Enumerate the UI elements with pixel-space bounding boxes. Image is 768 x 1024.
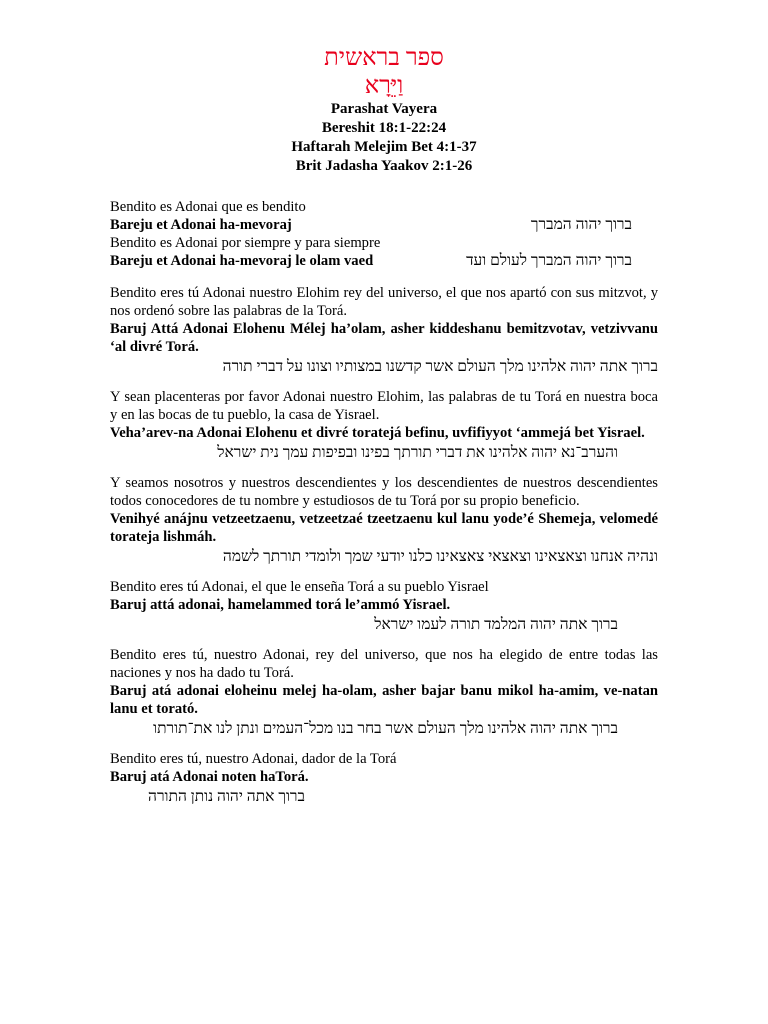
haftarah-reference: Haftarah Melejim Bet 4:1-37 <box>291 139 477 155</box>
blessing-8-transliteration: Baruj atá Adonai noten haTorá. <box>110 769 309 785</box>
blessing-8-spanish: Bendito eres tú, nuestro Adonai, dador de la Torá <box>110 751 397 767</box>
hebrew-book-title: ספר בראשית <box>324 45 444 71</box>
blessing-5-hebrew: ונהיה אנחנו וצאצאינו וצאצאי צאצאינו כלנו יודעי שמך ולומדי תורתך לשמה <box>222 548 658 565</box>
blessing-8-hebrew: ברוך אתה יהוה נותן התורה <box>148 788 305 805</box>
bereshit-reference: Bereshit 18:1-22:24 <box>321 120 447 136</box>
blessing-5-spanish: Y seamos nosotros y nuestros descendientes y los descendientes de nuestros descendientes todos conocedores de tu nombre y estudiosos de tu Torá por su propio beneficio. <box>110 475 658 509</box>
brit-jadasha-reference: Brit Jadasha Yaakov 2:1-26 <box>295 158 473 174</box>
blessing-1-row <box>110 216 658 234</box>
blessing-2-transliteration: Bareju et Adonai ha-mevoraj le olam vaed <box>110 253 374 269</box>
parashat-name: Parashat Vayera <box>330 101 438 117</box>
blessing-6-hebrew: ברוך אתה יהוה המלמד תורה לעמו ישראל <box>374 616 618 633</box>
blessing-6-transliteration: Baruj attá adonai, hamelammed torá le’ammó Yisrael. <box>110 597 451 613</box>
blessing-3-hebrew: ברוך אתה יהוה אלהינו מלך העולם אשר קדשנו במצותיו וצונו על דברי תורה <box>222 358 658 375</box>
blessing-5-transliteration: Venihyé anájnu vetzeetzaenu, vetzeetzaé tzeetzaenu kul lanu yode’é Shemeja, velomedé torateja lishmáh. <box>110 511 658 545</box>
blessing-7-spanish: Bendito eres tú, nuestro Adonai, rey del universo, que nos ha elegido de entre todas las naciones y nos ha dado tu Torá. <box>110 647 658 681</box>
hebrew-parasha-title: וַיֵּרָא <box>364 73 404 99</box>
blessing-3-spanish: Bendito eres tú Adonai nuestro Elohim rey del universo, el que nos apartó con sus mitzvot, y nos ordenó sobre las palabras de la Torá. <box>110 285 658 319</box>
blessing-1-spanish: Bendito es Adonai que es bendito <box>110 199 306 215</box>
blessing-2-row <box>110 252 658 270</box>
blessing-7-transliteration: Baruj atá adonai eloheinu melej ha-olam, asher bajar banu mikol ha-amim, ve-natan lanu et torató. <box>110 683 658 717</box>
blessings-body <box>110 198 658 808</box>
document-header <box>0 44 768 176</box>
blessing-3-transliteration: Baruj Attá Adonai Elohenu Mélej ha’olam, asher kiddeshanu bemitzvotav, vetzivvanu ‘al divré Torá. <box>110 321 658 355</box>
blessing-6-spanish: Bendito eres tú Adonai, el que le enseña Torá a su pueblo Yisrael <box>110 579 489 595</box>
blessing-2-spanish: Bendito es Adonai por siempre y para siempre <box>110 235 381 251</box>
blessing-4-hebrew: והערב־נא יהוה אלהינו את דברי תורתך בפינו ובפיפות עמך נית ישראל <box>217 444 618 461</box>
blessing-2-hebrew: ברוך יהוה המברך לעולם ועד <box>466 252 632 269</box>
blessing-4-spanish: Y sean placenteras por favor Adonai nuestro Elohim, las palabras de tu Torá en nuestra boca y en las bocas de tu pueblo, la casa de Yisrael. <box>110 389 658 423</box>
blessing-1-hebrew: ברוך יהוה המברך <box>530 216 632 233</box>
blessing-4-transliteration: Veha’arev-na Adonai Elohenu et divré toratejá befinu, uvfifiyyot ‘ammejá bet Yisrael. <box>110 425 645 441</box>
blessing-7-hebrew: ברוך אתה יהוה אלהינו מלך העולם אשר בחר בנו מכל־העמים ונתן לנו את־תורתו <box>153 720 618 737</box>
blessing-1-transliteration: Bareju et Adonai ha-mevoraj <box>110 217 292 233</box>
